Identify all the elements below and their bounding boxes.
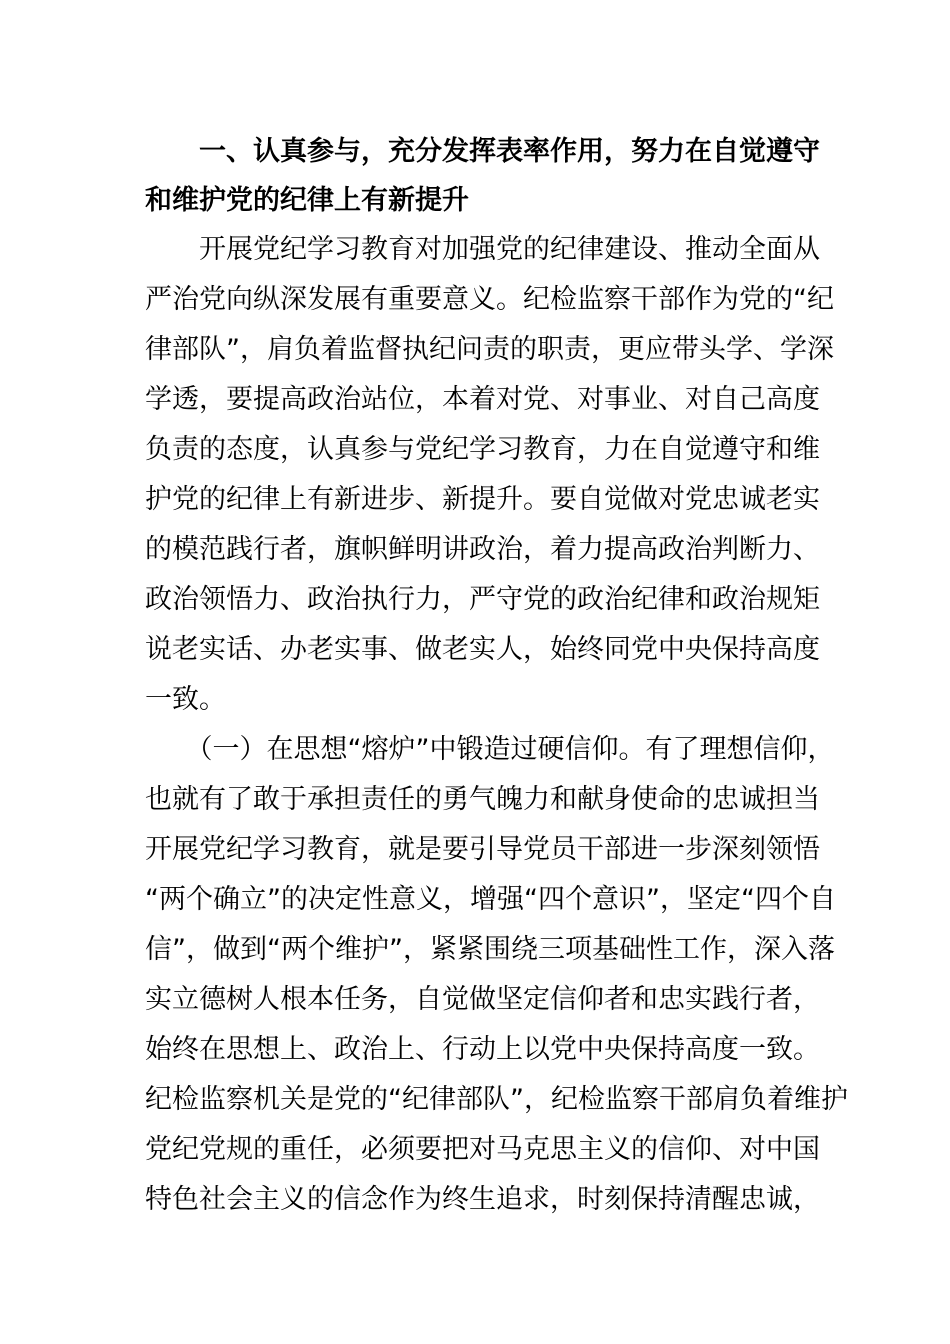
section-heading-line-2: 和维护党的纪律上有新提升 [145, 185, 469, 216]
paragraph-line: 政治领悟力、政治执行力，严守党的政治纪律和政治规矩 [145, 584, 820, 615]
paragraph-line: 护党的纪律上有新进步、新提升。要自觉做对党忠诚老实 [145, 484, 820, 515]
paragraph-line: 信”，做到“两个维护”，紧紧围绕三项基础性工作，深入落 [145, 934, 835, 965]
paragraph-line: 特色社会主义的信念作为终生追求，时刻保持清醒忠诚， [145, 1184, 820, 1215]
paragraph-line: 开展党纪学习教育对加强党的纪律建设、推动全面从 [145, 234, 820, 265]
paragraph-line: 学透，要提高政治站位，本着对党、对事业、对自己高度 [145, 384, 820, 415]
paragraph-line: 负责的态度，认真参与党纪学习教育，力在自觉遵守和维 [145, 434, 820, 465]
paragraph-line: 一致。 [145, 684, 226, 715]
paragraph-line: “两个确立”的决定性意义，增强“四个意识”，坚定“四个自 [145, 884, 836, 915]
paragraph-line: 律部队”，肩负着监督执纪问责的职责，更应带头学、学深 [145, 334, 834, 365]
paragraph-line: 严治党向纵深发展有重要意义。纪检监察干部作为党的“纪 [145, 284, 834, 315]
section-heading-line-1: 一、认真参与，充分发挥表率作用，努力在自觉遵守 [145, 136, 820, 167]
paragraph-line: 实立德树人根本任务，自觉做坚定信仰者和忠实践行者， [145, 984, 820, 1015]
paragraph-line: 的模范践行者，旗帜鲜明讲政治，着力提高政治判断力、 [145, 534, 820, 565]
paragraph-line: 开展党纪学习教育，就是要引导党员干部进一步深刻领悟 [145, 834, 820, 865]
subsection-line: （一）在思想“熔炉”中锻造过硬信仰。有了理想信仰， [145, 734, 835, 765]
paragraph-line: 说老实话、办老实事、做老实人，始终同党中央保持高度 [145, 634, 820, 665]
paragraph-line: 也就有了敢于承担责任的勇气魄力和献身使命的忠诚担当 [145, 784, 820, 815]
paragraph-line: 始终在思想上、政治上、行动上以党中央保持高度一致。 [145, 1034, 820, 1065]
paragraph-line: 纪检监察机关是党的“纪律部队”，纪检监察干部肩负着维护 [145, 1084, 848, 1115]
paragraph-line: 党纪党规的重任，必须要把对马克思主义的信仰、对中国 [145, 1134, 820, 1165]
